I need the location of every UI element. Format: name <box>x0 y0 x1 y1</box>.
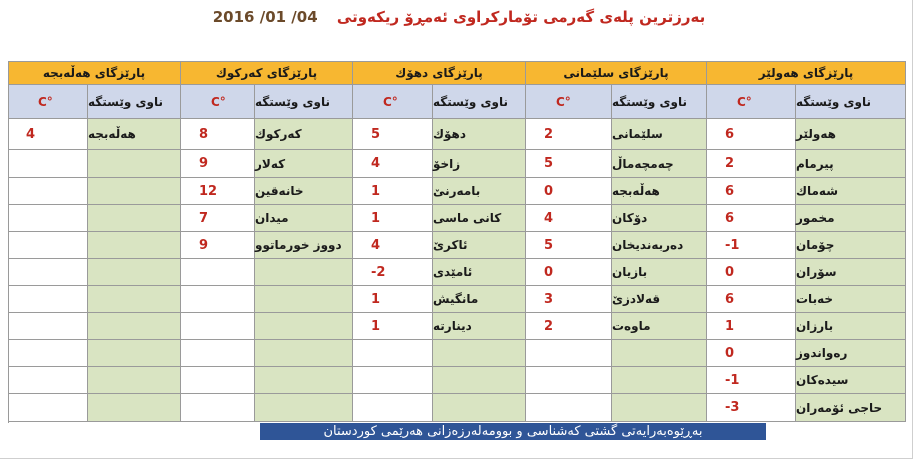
temperature-cell <box>181 313 255 340</box>
station-name-cell <box>88 340 181 367</box>
station-name-cell: ماوەت <box>612 313 707 340</box>
station-name-cell: سۆران <box>796 259 906 286</box>
temperature-cell: -1 <box>707 232 796 259</box>
temperature-cell: 7 <box>181 205 255 232</box>
temperature-cell: 12 <box>181 178 255 205</box>
station-name-cell: مخمور <box>796 205 906 232</box>
station-column-header: ناوی وێستگه <box>612 85 707 119</box>
degree-column-header: C° <box>181 85 255 119</box>
temperature-cell: 2 <box>526 313 612 340</box>
temperature-cell: 2 <box>526 119 612 150</box>
province-header: پارێزگای دهۆك <box>353 61 526 85</box>
station-name-cell: هەڵەبجە <box>612 178 707 205</box>
station-name-cell: دووز خورماتوو <box>255 232 353 259</box>
temperature-cell <box>8 232 88 259</box>
temperature-cell <box>8 178 88 205</box>
station-name-cell: دۆكان <box>612 205 707 232</box>
footer-banner: بەڕێوەبەرایەتی گشتی کەشناسی و بوومەلەرزەزانی هەرێمی کوردستان <box>260 423 766 440</box>
title-date: 2016 /01 /04 <box>212 8 318 26</box>
station-name-cell: سلێمانی <box>612 119 707 150</box>
station-name-cell <box>612 394 707 422</box>
station-name-cell <box>433 340 526 367</box>
temperature-cell: 9 <box>181 150 255 178</box>
station-name-cell <box>255 259 353 286</box>
station-name-cell <box>88 232 181 259</box>
temperature-cell <box>353 340 433 367</box>
station-name-cell: دینارتە <box>433 313 526 340</box>
degree-column-header: C° <box>353 85 433 119</box>
station-name-cell: كەلار <box>255 150 353 178</box>
temperature-cell <box>8 394 88 422</box>
temperature-cell <box>8 205 88 232</box>
temperature-cell: 3 <box>526 286 612 313</box>
station-name-cell <box>88 259 181 286</box>
province-header: پارێزگای سلێمانی <box>526 61 707 85</box>
temperature-cell <box>8 150 88 178</box>
station-name-cell: حاجی ئۆمەران <box>796 394 906 422</box>
station-name-cell: رەواندوز <box>796 340 906 367</box>
station-name-cell: سیدەكان <box>796 367 906 394</box>
station-name-cell <box>255 286 353 313</box>
temperature-cell <box>526 367 612 394</box>
temperature-cell: 1 <box>353 178 433 205</box>
temperature-cell: 6 <box>707 286 796 313</box>
temperature-cell <box>8 367 88 394</box>
station-name-cell <box>88 394 181 422</box>
temperature-cell: 6 <box>707 178 796 205</box>
temperature-cell: -3 <box>707 394 796 422</box>
temperature-cell <box>526 394 612 422</box>
station-column-header: ناوی وێستگه <box>88 85 181 119</box>
station-name-cell: بارزان <box>796 313 906 340</box>
temperature-cell: 4 <box>8 119 88 150</box>
temperature-cell: 8 <box>181 119 255 150</box>
temperature-cell <box>8 340 88 367</box>
station-name-cell: ئامێدی <box>433 259 526 286</box>
temperature-cell <box>181 286 255 313</box>
temperature-cell: 2 <box>707 150 796 178</box>
temperature-cell <box>8 259 88 286</box>
station-name-cell: هەڵەبجە <box>88 119 181 150</box>
temperature-cell: 6 <box>707 205 796 232</box>
temperature-cell: 4 <box>526 205 612 232</box>
temperature-cell: 4 <box>353 232 433 259</box>
station-name-cell <box>612 340 707 367</box>
station-name-cell: بامەرنێ <box>433 178 526 205</box>
station-name-cell: كانی ماسی <box>433 205 526 232</box>
station-name-cell: خەبات <box>796 286 906 313</box>
temperature-cell: 1 <box>353 313 433 340</box>
temperature-cell: 5 <box>526 150 612 178</box>
temperature-cell <box>181 259 255 286</box>
temperature-table <box>8 61 906 423</box>
station-name-cell: میدان <box>255 205 353 232</box>
temperature-cell <box>181 394 255 422</box>
station-name-cell <box>255 367 353 394</box>
station-name-cell <box>88 286 181 313</box>
station-name-cell: دەربەندیخان <box>612 232 707 259</box>
station-name-cell: خانەقین <box>255 178 353 205</box>
temperature-cell <box>353 367 433 394</box>
province-header: پارێزگای كەركوك <box>181 61 353 85</box>
station-name-cell <box>88 178 181 205</box>
page-title <box>0 8 918 34</box>
temperature-cell <box>181 367 255 394</box>
station-name-cell <box>255 394 353 422</box>
station-name-cell <box>433 394 526 422</box>
station-name-cell: كەركوك <box>255 119 353 150</box>
station-name-cell: دهۆك <box>433 119 526 150</box>
temperature-cell: -2 <box>353 259 433 286</box>
title-text: بەرزترین پلەی گەرمی تۆمارکراوی ئەمڕۆ ریکەوتی <box>336 8 706 26</box>
temperature-cell: 1 <box>707 313 796 340</box>
station-name-cell <box>88 150 181 178</box>
temperature-cell: 0 <box>707 340 796 367</box>
station-name-cell: چۆمان <box>796 232 906 259</box>
temperature-cell: 1 <box>353 205 433 232</box>
temperature-cell: 0 <box>526 178 612 205</box>
temperature-cell: 5 <box>353 119 433 150</box>
temperature-cell <box>353 394 433 422</box>
temperature-cell: 5 <box>526 232 612 259</box>
station-name-cell <box>255 340 353 367</box>
degree-column-header: C° <box>526 85 612 119</box>
temperature-cell: 6 <box>707 119 796 150</box>
province-header: پارێزگای هەڵەبجە <box>8 61 181 85</box>
temperature-cell: -1 <box>707 367 796 394</box>
temperature-cell <box>8 286 88 313</box>
degree-column-header: C° <box>8 85 88 119</box>
station-name-cell <box>612 367 707 394</box>
temperature-cell: 1 <box>353 286 433 313</box>
temperature-cell: 0 <box>707 259 796 286</box>
station-column-header: ناوی وێستگه <box>796 85 906 119</box>
table-top-border <box>8 61 906 62</box>
degree-column-header: C° <box>707 85 796 119</box>
station-column-header: ناوی وێستگه <box>433 85 526 119</box>
station-name-cell <box>433 367 526 394</box>
temperature-cell: 9 <box>181 232 255 259</box>
station-name-cell: چەمچەماڵ <box>612 150 707 178</box>
station-name-cell: شەماك <box>796 178 906 205</box>
station-name-cell: قەلادزێ <box>612 286 707 313</box>
station-name-cell: هەولێر <box>796 119 906 150</box>
station-name-cell <box>255 313 353 340</box>
table-left-border <box>8 61 9 423</box>
station-name-cell: بازیان <box>612 259 707 286</box>
temperature-cell: 4 <box>353 150 433 178</box>
province-header: پارێزگای هەولێر <box>707 61 906 85</box>
station-name-cell <box>88 205 181 232</box>
station-name-cell: پیرمام <box>796 150 906 178</box>
temperature-cell <box>181 340 255 367</box>
station-name-cell: ئاكرێ <box>433 232 526 259</box>
station-name-cell: مانگیش <box>433 286 526 313</box>
station-name-cell: زاخۆ <box>433 150 526 178</box>
temperature-cell: 0 <box>526 259 612 286</box>
temperature-cell <box>8 313 88 340</box>
station-name-cell <box>88 313 181 340</box>
station-column-header: ناوی وێستگه <box>255 85 353 119</box>
temperature-cell <box>526 340 612 367</box>
station-name-cell <box>88 367 181 394</box>
